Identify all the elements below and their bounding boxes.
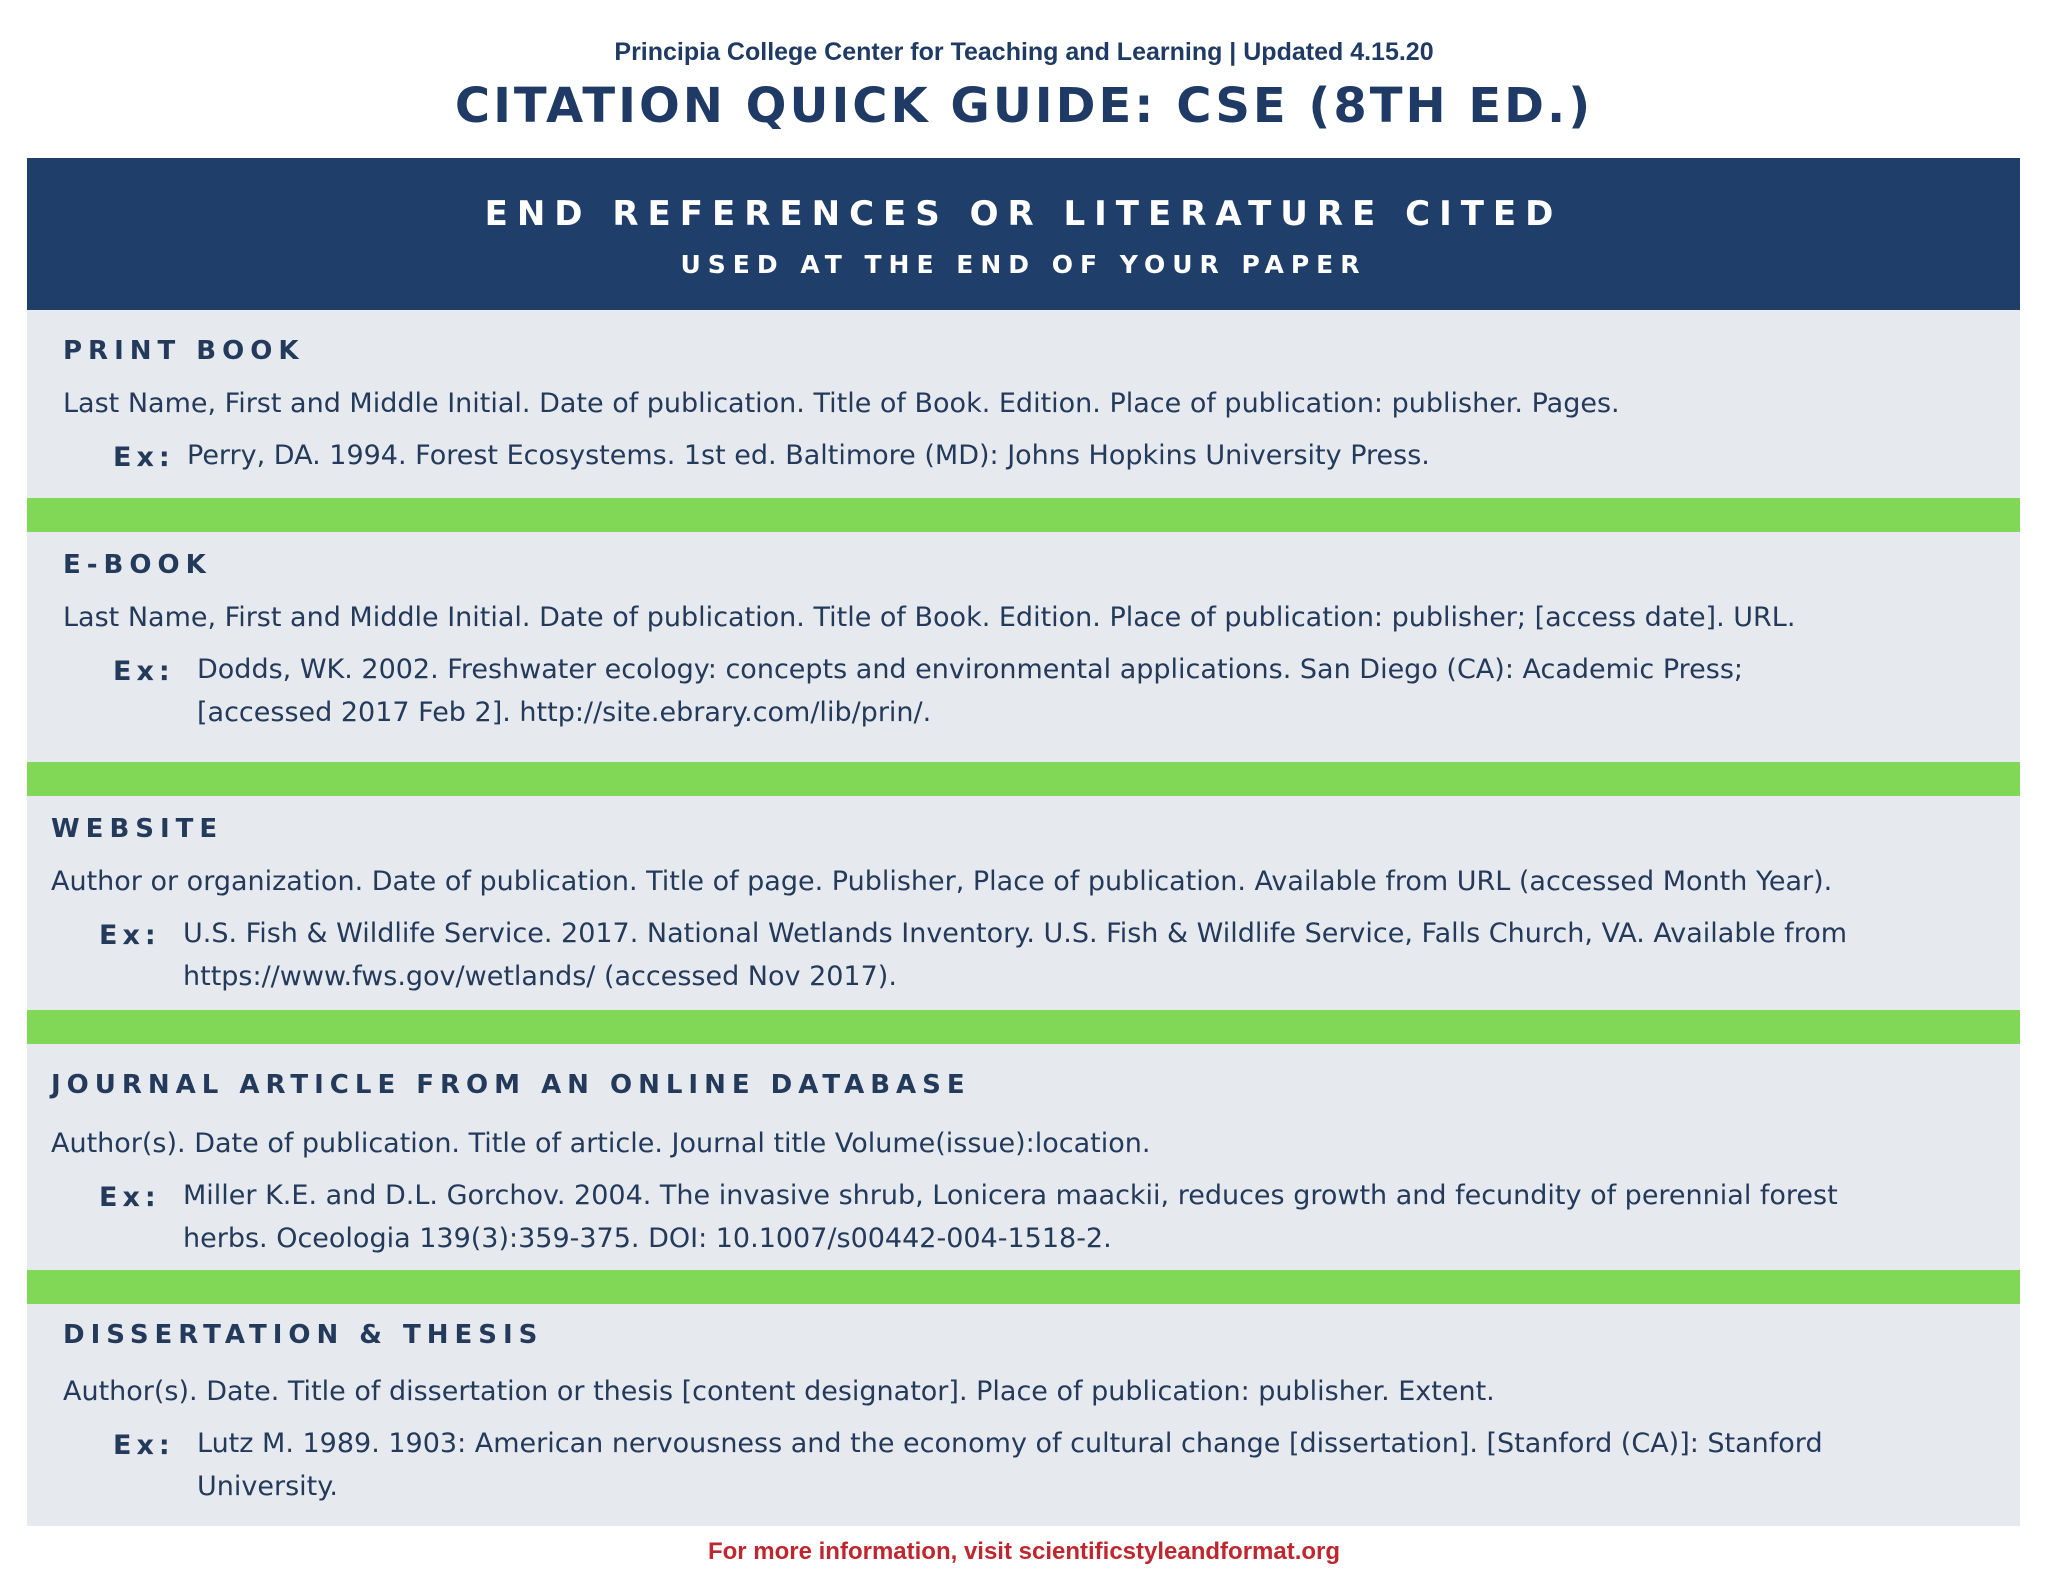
example-label: Ex:: [113, 1430, 175, 1461]
citation-format: Last Name, First and Middle Initial. Date of publication. Title of Book. Edition. Place of publication: publisher. Pages.: [63, 388, 1620, 419]
section-ebook: [27, 532, 2020, 762]
section-heading: E-BOOK: [63, 550, 212, 580]
footer-note: For more information, visit scientificstyleandformat.org: [707, 1538, 1341, 1565]
citation-example: U.S. Fish & Wildlife Service. 2017. National Wetlands Inventory. U.S. Fish & Wildlife Service, Falls Church, VA. Available from https://www.fws.gov/wetlands/ (accessed Nov 2017).: [183, 918, 1848, 992]
citation-example: Dodds, WK. 2002. Freshwater ecology: concepts and environmental applications. San Diego (CA): Academic Press; [accessed 2017 Feb 2]. http://site.ebrary.com/lib/prin/.: [197, 654, 1744, 728]
section-divider: [27, 762, 2020, 796]
banner-subtitle: USED AT THE END OF YOUR PAPER: [680, 250, 1367, 279]
example-label: Ex:: [113, 656, 175, 687]
section-divider: [27, 1010, 2020, 1044]
citation-format: Author(s). Date of publication. Title of article. Journal title Volume(issue):location.: [51, 1128, 1151, 1159]
org-subtitle: Principia College Center for Teaching and Learning | Updated 4.15.20: [614, 38, 1434, 66]
citation-format: Last Name, First and Middle Initial. Date of publication. Title of Book. Edition. Place of publication: publisher; [access date]. URL.: [63, 602, 1796, 633]
citation-example: Lutz M. 1989. 1903: American nervousness and the economy of cultural change [dissertation]. [Stanford (CA)]: Stanford University.: [197, 1428, 1823, 1502]
banner-title: END REFERENCES OR LITERATURE CITED: [484, 194, 1563, 234]
section-heading: PRINT BOOK: [63, 336, 305, 366]
citation-format: Author(s). Date. Title of dissertation or thesis [content designator]. Place of publication: publisher. Extent.: [63, 1376, 1495, 1407]
section-print-book: [27, 310, 2020, 498]
section-banner: [27, 158, 2020, 310]
section-heading: DISSERTATION & THESIS: [63, 1320, 544, 1350]
citation-example: Miller K.E. and D.L. Gorchov. 2004. The invasive shrub, Lonicera maackii, reduces growth and fecundity of perennial forest herbs. Oceologia 139(3):359-375. DOI: 10.1007/s00442-004-1518-2.: [183, 1180, 1838, 1254]
citation-example: Perry, DA. 1994. Forest Ecosystems. 1st ed. Baltimore (MD): Johns Hopkins University Press.: [187, 440, 1430, 471]
section-journal-article: [27, 1044, 2020, 1270]
section-website: [27, 796, 2020, 1010]
example-label: Ex:: [113, 442, 175, 473]
section-divider: [27, 498, 2020, 532]
example-label: Ex:: [99, 1182, 161, 1213]
section-heading: JOURNAL ARTICLE FROM AN ONLINE DATABASE: [51, 1070, 971, 1100]
section-dissertation-thesis: [27, 1304, 2020, 1526]
example-label: Ex:: [99, 920, 161, 951]
citation-format: Author or organization. Date of publication. Title of page. Publisher, Place of publication. Available from URL (accessed Month Year).: [51, 866, 1833, 897]
section-heading: WEBSITE: [51, 814, 224, 844]
section-divider: [27, 1270, 2020, 1304]
page-title: CITATION QUICK GUIDE: CSE (8TH ED.): [454, 78, 1594, 134]
